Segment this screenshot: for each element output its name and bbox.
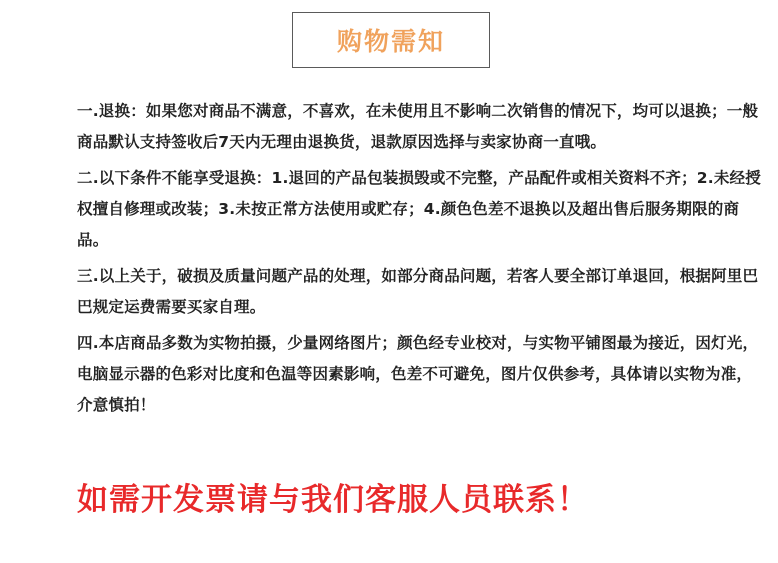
invoice-contact-note: 如需开发票请与我们客服人员联系！ xyxy=(77,482,589,518)
notice-paragraph-return: 一.退换：如果您对商品不满意，不喜欢，在未使用且不影响二次销售的情况下，均可以退换；一般商品默认支持签收后7天内无理由退换货，退款原因选择与卖家协商一直哦。 xyxy=(77,102,759,151)
notice-paragraph-conditions: 二.以下条件不能享受退换：1.退回的产品包装损毁或不完整，产品配件或相关资料不齐；2.未经授权擅自修理或改装；3.未按正常方法使用或贮存；4.颜色色差不退换以及超出售后服务期限的商品。 xyxy=(77,169,761,249)
title-box xyxy=(292,12,490,68)
page-title: 购物需知 xyxy=(336,27,445,56)
notice-content xyxy=(77,96,767,426)
notice-paragraph-damage: 三.以上关于，破损及质量问题产品的处理，如部分商品问题，若客人要全部订单退回，根据阿里巴巴规定运费需要买家自理。 xyxy=(77,267,759,316)
notice-paragraph-photos: 四.本店商品多数为实物拍摄，少量网络图片；颜色经专业校对，与实物平铺图最为接近，因灯光，电脑显示器的色彩对比度和色温等因素影响，色差不可避免，图片仅供参考，具体请以实物为准，介意慎拍！ xyxy=(77,334,759,414)
